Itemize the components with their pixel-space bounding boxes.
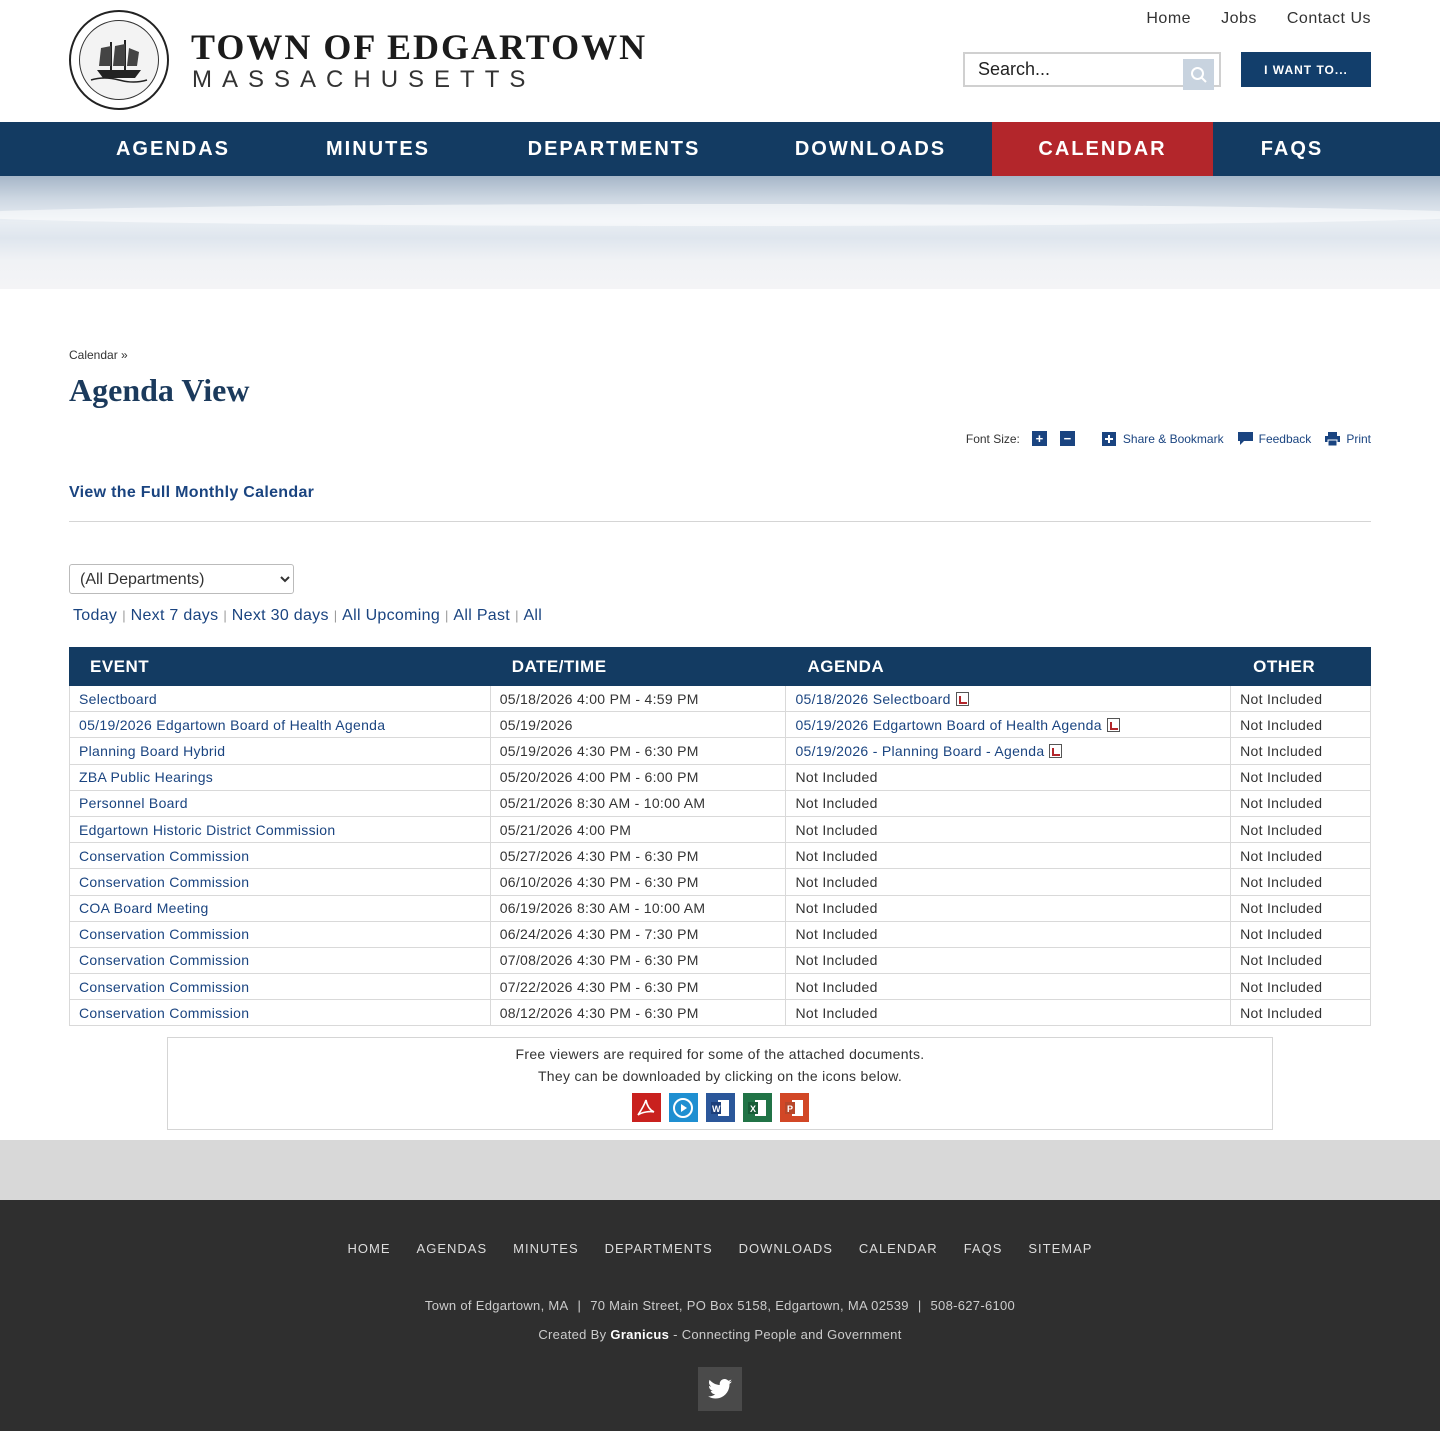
svg-text:W: W bbox=[712, 1103, 721, 1114]
other-cell: Not Included bbox=[1231, 790, 1371, 816]
pdf-file-icon[interactable] bbox=[956, 692, 969, 706]
datetime-cell: 06/10/2026 4:30 PM - 6:30 PM bbox=[490, 869, 786, 895]
event-link[interactable]: 05/19/2026 Edgartown Board of Health Agenda bbox=[79, 716, 386, 733]
sort-datetime-link[interactable]: DATE/TIME bbox=[511, 656, 607, 676]
header-agenda: AGENDA bbox=[786, 648, 1231, 686]
datetime-cell: 06/24/2026 4:30 PM - 7:30 PM bbox=[490, 921, 786, 947]
share-bookmark-link[interactable]: Share & Bookmark bbox=[1122, 431, 1224, 446]
other-cell: Not Included bbox=[1231, 843, 1371, 869]
agenda-cell bbox=[786, 738, 1231, 764]
datetime-cell: 05/20/2026 4:00 PM - 6:00 PM bbox=[490, 764, 786, 790]
seal-ship-emblem bbox=[79, 20, 159, 100]
excel-icon[interactable] bbox=[743, 1093, 772, 1122]
footer-home[interactable]: HOME bbox=[347, 1241, 391, 1256]
event-cell bbox=[70, 764, 491, 790]
header-other: OTHER bbox=[1231, 648, 1371, 686]
other-cell: Not Included bbox=[1231, 764, 1371, 790]
pdf-file-icon[interactable] bbox=[1107, 718, 1120, 732]
page-tools bbox=[966, 431, 1371, 446]
event-cell bbox=[70, 974, 491, 1000]
viewer-icons bbox=[168, 1093, 1272, 1122]
footer-credit bbox=[0, 1327, 1440, 1342]
range-separator: | bbox=[515, 608, 519, 623]
footer-agendas[interactable]: AGENDAS bbox=[416, 1241, 488, 1256]
table-row bbox=[70, 764, 1371, 790]
events-body bbox=[70, 686, 1371, 1026]
nav-minutes[interactable]: MINUTES bbox=[326, 137, 430, 160]
datetime-cell: 08/12/2026 4:30 PM - 6:30 PM bbox=[490, 1000, 786, 1026]
range-all-past[interactable]: All Past bbox=[453, 607, 511, 624]
svg-text:X: X bbox=[750, 1103, 757, 1114]
utility-links bbox=[1146, 10, 1371, 28]
viewers-line-1: Free viewers are required for some of the attached documents. bbox=[515, 1046, 925, 1062]
event-link[interactable]: Planning Board Hybrid bbox=[79, 742, 226, 759]
header-datetime[interactable] bbox=[490, 648, 786, 686]
page-title: Agenda View bbox=[69, 372, 250, 408]
other-cell: Not Included bbox=[1231, 816, 1371, 842]
nav-calendar[interactable]: CALENDAR bbox=[992, 122, 1213, 176]
event-cell bbox=[70, 843, 491, 869]
agenda-cell: Not Included bbox=[786, 974, 1231, 1000]
footer-phone: 508-627-6100 bbox=[930, 1298, 1016, 1313]
main-nav bbox=[0, 122, 1440, 176]
agenda-cell: Not Included bbox=[786, 895, 1231, 921]
home-link[interactable]: Home bbox=[1146, 10, 1192, 27]
department-select[interactable] bbox=[69, 564, 294, 594]
footer-faqs[interactable]: FAQS bbox=[963, 1241, 1003, 1256]
site-header bbox=[0, 0, 1440, 122]
full-calendar bbox=[69, 484, 314, 502]
event-link[interactable]: Personnel Board bbox=[79, 795, 188, 812]
event-link[interactable]: Conservation Commission bbox=[79, 926, 250, 943]
hero-banner bbox=[0, 176, 1440, 289]
footer-downloads[interactable]: DOWNLOADS bbox=[738, 1241, 833, 1256]
range-separator: | bbox=[223, 608, 227, 623]
nav-faqs[interactable]: FAQS bbox=[1260, 137, 1324, 160]
full-monthly-calendar-link[interactable]: View the Full Monthly Calendar bbox=[69, 484, 315, 501]
feedback-link[interactable]: Feedback bbox=[1258, 431, 1312, 446]
pdf-file-icon[interactable] bbox=[1049, 744, 1062, 758]
range-all[interactable]: All bbox=[523, 607, 543, 624]
search-button[interactable] bbox=[1183, 59, 1214, 90]
granicus-link[interactable]: Granicus bbox=[610, 1327, 670, 1342]
site-title[interactable]: TOWN OF EDGARTOWN bbox=[191, 27, 648, 67]
event-link[interactable]: COA Board Meeting bbox=[79, 900, 209, 917]
nav-downloads[interactable]: DOWNLOADS bbox=[794, 137, 947, 160]
event-cell bbox=[70, 738, 491, 764]
datetime-cell: 05/21/2026 4:00 PM bbox=[490, 816, 786, 842]
other-cell: Not Included bbox=[1231, 921, 1371, 947]
datetime-cell: 05/19/2026 bbox=[490, 712, 786, 738]
datetime-cell: 06/19/2026 8:30 AM - 10:00 AM bbox=[490, 895, 786, 921]
range-separator: | bbox=[122, 608, 126, 623]
datetime-cell: 05/19/2026 4:30 PM - 6:30 PM bbox=[490, 738, 786, 764]
search-input[interactable] bbox=[965, 54, 1175, 85]
town-seal-logo[interactable] bbox=[69, 10, 169, 110]
event-link[interactable]: Conservation Commission bbox=[79, 873, 250, 890]
table-row bbox=[70, 712, 1371, 738]
divider bbox=[69, 521, 1371, 522]
twitter-icon bbox=[708, 1379, 732, 1399]
range-all-upcoming[interactable]: All Upcoming bbox=[342, 607, 441, 624]
agenda-link[interactable]: 05/18/2026 Selectboard bbox=[795, 690, 951, 707]
site-footer bbox=[0, 1200, 1440, 1431]
free-viewers-box bbox=[167, 1037, 1273, 1130]
event-cell bbox=[70, 816, 491, 842]
datetime-cell: 05/21/2026 8:30 AM - 10:00 AM bbox=[490, 790, 786, 816]
banner-wave bbox=[0, 204, 1440, 226]
agenda-cell: Not Included bbox=[786, 843, 1231, 869]
other-cell: Not Included bbox=[1231, 738, 1371, 764]
datetime-cell: 05/27/2026 4:30 PM - 6:30 PM bbox=[490, 843, 786, 869]
event-cell bbox=[70, 790, 491, 816]
nav-departments[interactable]: DEPARTMENTS bbox=[527, 137, 701, 160]
other-cell: Not Included bbox=[1231, 947, 1371, 973]
svg-text:P: P bbox=[787, 1103, 794, 1114]
event-cell bbox=[70, 947, 491, 973]
font-increase-button[interactable]: + bbox=[1032, 431, 1047, 446]
date-range-links bbox=[73, 607, 542, 625]
event-link[interactable]: ZBA Public Hearings bbox=[79, 769, 214, 786]
print-link[interactable]: Print bbox=[1346, 431, 1371, 446]
table-row bbox=[70, 921, 1371, 947]
agenda-link[interactable]: 05/19/2026 Edgartown Board of Health Agenda bbox=[795, 716, 1102, 733]
table-row bbox=[70, 790, 1371, 816]
powerpoint-icon[interactable] bbox=[780, 1093, 809, 1122]
event-link[interactable]: Conservation Commission bbox=[79, 1004, 250, 1021]
event-link[interactable]: Edgartown Historic District Commission bbox=[79, 821, 336, 838]
feedback[interactable] bbox=[1238, 432, 1312, 446]
footer-separator: | bbox=[917, 1298, 922, 1313]
printer-icon bbox=[1325, 432, 1340, 446]
font-size-label: Font Size: bbox=[965, 431, 1020, 446]
viewers-line-2: They can be downloaded by clicking on the icons below. bbox=[537, 1068, 903, 1084]
other-cell: Not Included bbox=[1231, 1000, 1371, 1026]
search-box bbox=[963, 52, 1221, 87]
event-link[interactable]: Conservation Commission bbox=[79, 978, 250, 995]
event-cell bbox=[70, 686, 491, 712]
twitter-button[interactable] bbox=[698, 1367, 742, 1411]
footer-nav bbox=[0, 1241, 1440, 1256]
footer-departments[interactable]: DEPARTMENTS bbox=[604, 1241, 713, 1256]
footer-minutes[interactable]: MINUTES bbox=[513, 1241, 579, 1256]
event-cell bbox=[70, 1000, 491, 1026]
nav-agendas[interactable]: AGENDAS bbox=[115, 137, 230, 160]
table-row bbox=[70, 947, 1371, 973]
range-today[interactable]: Today bbox=[73, 607, 118, 624]
site-subtitle: MASSACHUSETTS bbox=[192, 66, 536, 93]
agenda-cell bbox=[786, 686, 1231, 712]
table-row bbox=[70, 974, 1371, 1000]
other-cell: Not Included bbox=[1231, 712, 1371, 738]
agenda-cell: Not Included bbox=[786, 1000, 1231, 1026]
table-row bbox=[70, 869, 1371, 895]
range-next-30-days[interactable]: Next 30 days bbox=[231, 607, 329, 624]
event-link[interactable]: Selectboard bbox=[79, 690, 158, 707]
table-row bbox=[70, 686, 1371, 712]
created-by-label: Created By bbox=[538, 1327, 607, 1342]
header-event[interactable] bbox=[70, 648, 491, 686]
datetime-cell: 07/22/2026 4:30 PM - 6:30 PM bbox=[490, 974, 786, 1000]
pdf-icon[interactable] bbox=[632, 1093, 661, 1122]
other-cell: Not Included bbox=[1231, 974, 1371, 1000]
agenda-cell: Not Included bbox=[786, 764, 1231, 790]
table-header-row bbox=[70, 648, 1371, 686]
table-row bbox=[70, 895, 1371, 921]
agenda-link[interactable]: 05/19/2026 - Planning Board - Agenda bbox=[795, 742, 1045, 759]
speech-bubble-icon bbox=[1238, 432, 1253, 446]
agenda-cell: Not Included bbox=[786, 816, 1231, 842]
other-cell: Not Included bbox=[1231, 869, 1371, 895]
plus-square-icon bbox=[1102, 432, 1117, 446]
footer-town-name: Town of Edgartown, MA bbox=[424, 1298, 569, 1313]
contact-us-link[interactable]: Contact Us bbox=[1286, 10, 1371, 27]
agenda-cell: Not Included bbox=[786, 869, 1231, 895]
event-cell bbox=[70, 895, 491, 921]
breadcrumb[interactable]: Calendar » bbox=[69, 348, 128, 362]
datetime-cell: 07/08/2026 4:30 PM - 6:30 PM bbox=[490, 947, 786, 973]
other-cell: Not Included bbox=[1231, 895, 1371, 921]
agenda-cell bbox=[786, 712, 1231, 738]
footer-tagline: - Connecting People and Government bbox=[673, 1327, 902, 1342]
jobs-link[interactable]: Jobs bbox=[1221, 10, 1257, 27]
sort-event-link[interactable]: EVENT bbox=[90, 656, 150, 676]
gray-band bbox=[0, 1140, 1440, 1200]
word-icon[interactable] bbox=[706, 1093, 735, 1122]
media-player-icon[interactable] bbox=[669, 1093, 698, 1122]
footer-separator: | bbox=[577, 1298, 582, 1313]
event-link[interactable]: Conservation Commission bbox=[79, 847, 250, 864]
agenda-cell: Not Included bbox=[786, 947, 1231, 973]
ship-icon bbox=[89, 36, 149, 84]
search-icon bbox=[1190, 66, 1208, 84]
event-cell bbox=[70, 712, 491, 738]
i-want-to-button[interactable]: I WANT TO... bbox=[1241, 52, 1371, 87]
print[interactable] bbox=[1325, 432, 1371, 446]
range-separator: | bbox=[333, 608, 338, 623]
footer-street-address: 70 Main Street, PO Box 5158, Edgartown, MA 02539 bbox=[590, 1298, 909, 1313]
footer-address bbox=[0, 1298, 1440, 1313]
table-row bbox=[70, 816, 1371, 842]
event-cell bbox=[70, 921, 491, 947]
agenda-cell: Not Included bbox=[786, 921, 1231, 947]
table-row bbox=[70, 843, 1371, 869]
datetime-cell: 05/18/2026 4:00 PM - 4:59 PM bbox=[490, 686, 786, 712]
events-table bbox=[69, 647, 1371, 1026]
footer-sitemap[interactable]: SITEMAP bbox=[1028, 1241, 1093, 1256]
agenda-cell: Not Included bbox=[786, 790, 1231, 816]
table-row bbox=[70, 1000, 1371, 1026]
event-link[interactable]: Conservation Commission bbox=[79, 952, 250, 969]
table-row bbox=[70, 738, 1371, 764]
share-bookmark[interactable] bbox=[1102, 432, 1224, 446]
range-next-7-days[interactable]: Next 7 days bbox=[130, 607, 219, 624]
footer-calendar[interactable]: CALENDAR bbox=[858, 1241, 938, 1256]
event-cell bbox=[70, 869, 491, 895]
font-decrease-button[interactable]: − bbox=[1060, 431, 1075, 446]
other-cell: Not Included bbox=[1231, 686, 1371, 712]
range-separator: | bbox=[445, 608, 449, 623]
